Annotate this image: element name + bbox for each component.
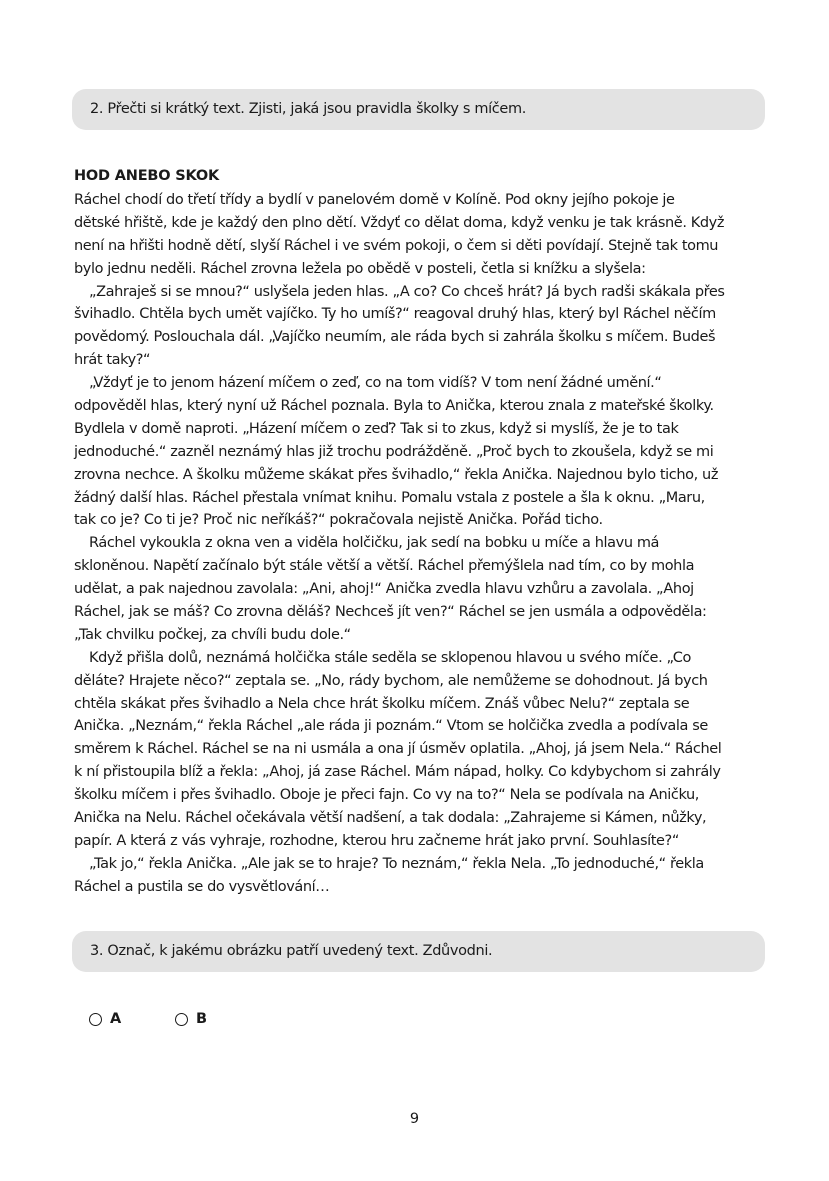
story-line: odpověděl hlas, který nyní už Ráchel poznala. Byla to Anička, kterou znala z mateřské školky.	[74, 398, 714, 415]
task-3-instruction: 3. Označ, k jakému obrázku patří uvedený text. Zdůvodni.	[72, 931, 765, 972]
story-line: Bydlela v domě naproti. „Házení míčem o zeď? Tak si to zkus, když si myslíš, že je to tak	[74, 420, 679, 437]
option-a-radio[interactable]	[89, 1013, 102, 1026]
option-a[interactable]	[89, 1009, 121, 1029]
story-line: tak co je? Co ti je? Proč nic neříkáš?“ pokračovala nejistě Anička. Pořád ticho.	[74, 512, 603, 529]
story-line: k ní přistoupila blíž a řekla: „Ahoj, já zase Ráchel. Mám nápad, holky. Co kdybychom si zahrály	[74, 764, 721, 781]
story-line: žádný další hlas. Ráchel přestala vnímat knihu. Pomalu vstala z postele a šla k oknu. „Maru,	[74, 489, 705, 506]
story-line: povědomý. Poslouchala dál. „Vajíčko neumím, ale ráda bych si zahrála školku s míčem. Budeš	[74, 329, 716, 346]
option-a-label: A	[110, 1011, 122, 1027]
story-line: Anička na Nelu. Ráchel očekávala větší nadšení, a tak dodala: „Zahrajeme si Kámen, nůžky,	[74, 810, 707, 827]
story-line: skloněnou. Napětí začínalo být stále větší a větší. Ráchel přemýšlela nad tím, co by mohla	[74, 558, 695, 575]
story-line: děláte? Hrajete něco?“ zeptala se. „No, rády bychom, ale nemůžeme se dohodnout. Já bych	[74, 672, 708, 689]
story-line: jednoduché.“ zazněl neznámý hlas již trochu podrážděně. „Proč bych to zkoušela, když se mi	[74, 443, 714, 460]
story-line: „Zahraješ si se mnou?“ uslyšela jeden hlas. „A co? Co chceš hrát? Já bych radši skákala přes	[89, 283, 725, 300]
story-line: hrát taky?“	[74, 352, 151, 369]
story-line: Ráchel a pustila se do vysvětlování…	[74, 878, 330, 895]
option-b-label: B	[196, 1011, 208, 1027]
story-text	[74, 189, 774, 899]
story-line: Anička. „Neznám,“ řekla Ráchel „ale ráda ji poznám.“ Vtom se holčička zvedla a podívala se	[74, 718, 708, 735]
story-line: „Vždyť je to jenom házení míčem o zeď, co na tom vidíš? V tom není žádné umění.“	[89, 375, 662, 392]
task-2-instruction: 2. Přečti si krátký text. Zjisti, jaká jsou pravidla školky s míčem.	[72, 89, 765, 130]
story-line: švihadlo. Chtěla bych umět vajíčko. Ty ho umíš?“ reagoval druhý hlas, který byl Ráchel něčím	[74, 306, 716, 323]
story-title: HOD ANEBO SKOK	[74, 168, 220, 184]
story-line: „Tak chvilku počkej, za chvíli budu dole.“	[74, 626, 351, 643]
story-line: „Tak jo,“ řekla Anička. „Ale jak se to hraje? To neznám,“ řekla Nela. „To jednoduché,“ řekla	[89, 855, 704, 872]
story-line: Ráchel vykoukla z okna ven a viděla holčičku, jak sedí na bobku u míče a hlavu má	[89, 535, 660, 552]
story-line: Ráchel, jak se máš? Co zrovna děláš? Nechceš jít ven?“ Ráchel se jen usmála a odpověděla:	[74, 604, 707, 621]
story-line: udělat, a pak najednou zavolala: „Ani, ahoj!“ Anička zvedla hlavu vzhůru a zavolala. „Ahoj	[74, 581, 694, 598]
option-b-radio[interactable]	[175, 1013, 188, 1026]
story-line: směrem k Ráchel. Ráchel se na ni usmála a ona jí úsměv oplatila. „Ahoj, já jsem Nela.“ Ráchel	[74, 741, 722, 758]
story-line: papír. A která z vás vyhraje, rozhodne, kterou hru začneme hrát jako první. Souhlasíte?“	[74, 832, 679, 849]
page-number: 9	[409, 1111, 420, 1127]
option-b[interactable]	[175, 1009, 207, 1029]
story-line: zrovna nechce. A školku můžeme skákat přes švihadlo,“ řekla Anička. Najednou bylo ticho, už	[74, 466, 719, 483]
story-line: Ráchel chodí do třetí třídy a bydlí v panelovém domě v Kolíně. Pod okny jejího pokoje je	[74, 192, 675, 208]
story-line: není na hřišti hodně dětí, slyší Ráchel i ve svém pokoji, o čem si děti povídají. Stejně tak tomu	[74, 237, 719, 254]
story-line: školku míčem i přes švihadlo. Oboje je přeci fajn. Co vy na to?“ Nela se podívala na Aničku,	[74, 787, 700, 804]
story-line: bylo jednu neděli. Ráchel zrovna ležela po obědě v posteli, četla si knížku a slyšela:	[74, 260, 646, 277]
story-line: dětské hřiště, kde je každý den plno dětí. Vždyť co dělat doma, když venku je tak krásně. Když	[74, 214, 725, 231]
story-line: Když přišla dolů, neznámá holčička stále seděla se sklopenou hlavou u svého míče. „Co	[89, 649, 692, 666]
story-line: chtěla skákat přes švihadlo a Nela chce hrát školku míčem. Znáš vůbec Nelu?“ zeptala se	[74, 695, 690, 712]
